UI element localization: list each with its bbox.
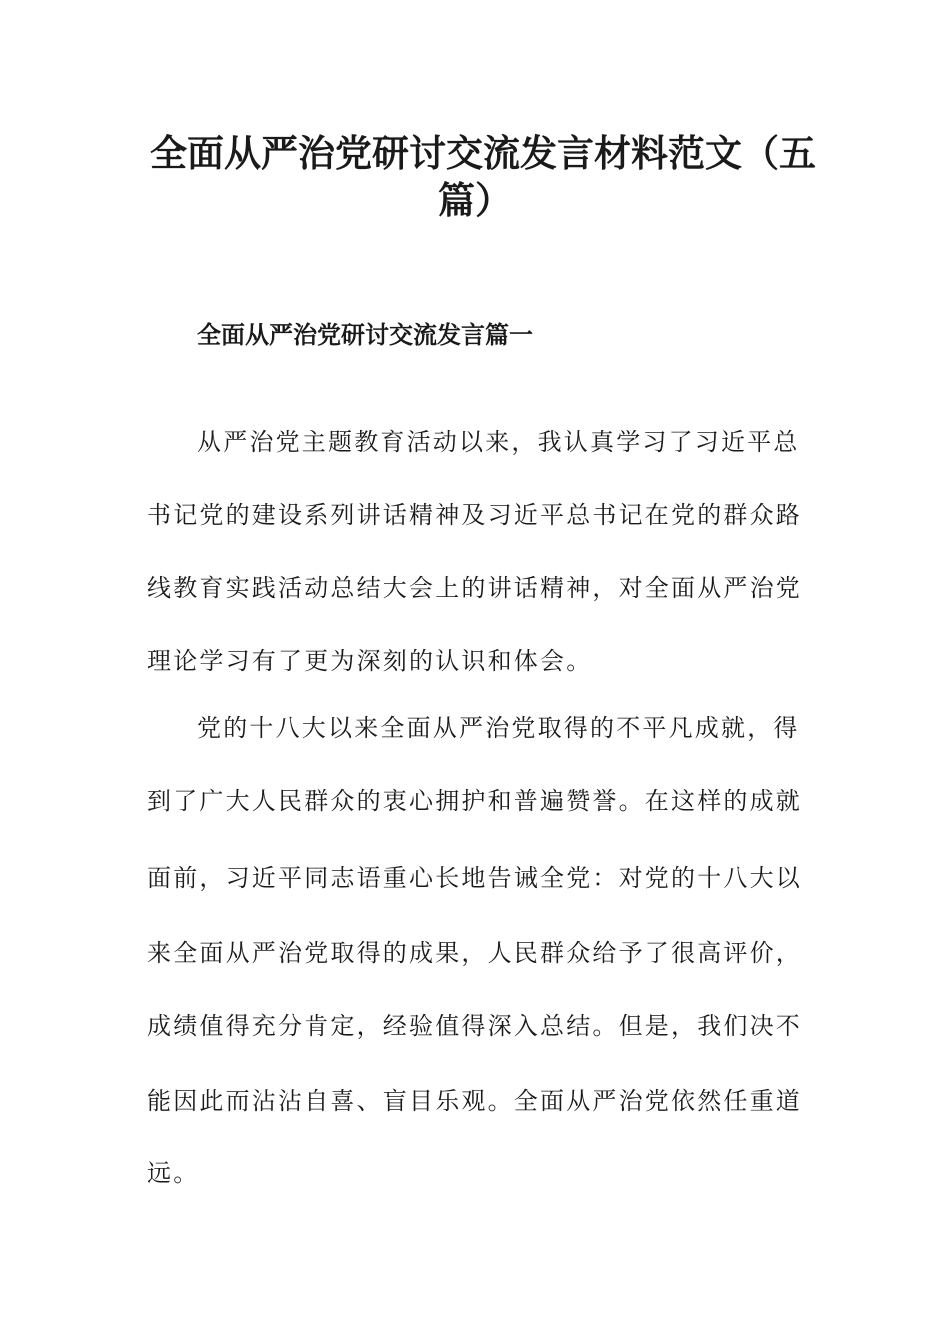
- section-heading: 全面从严治党研讨交流发言篇一: [197, 321, 533, 349]
- paragraph-1-line-1: 从严治党主题教育活动以来，我认真学习了习近平总: [197, 428, 800, 456]
- paragraph-1-line-2: 书记党的建设系列讲话精神及习近平总书记在党的群众路: [147, 501, 802, 529]
- paragraph-2-line-6: 能因此而沾沾自喜、盲目乐观。全面从严治党依然任重道: [147, 1087, 802, 1115]
- paragraph-1-line-3: 线教育实践活动总结大会上的讲话精神，对全面从严治党: [147, 574, 802, 602]
- paragraph-2-line-3: 面前，习近平同志语重心长地告诫全党：对党的十八大以: [147, 864, 802, 892]
- paragraph-2-line-1: 党的十八大以来全面从严治党取得的不平凡成就，得: [197, 714, 800, 742]
- paragraph-2-line-2: 到了广大人民群众的衷心拥护和普遍赞誉。在这样的成就: [147, 787, 802, 815]
- paragraph-2-line-7: 远。: [147, 1159, 200, 1187]
- paragraph-1-line-4: 理论学习有了更为深刻的认识和体会。: [147, 647, 593, 675]
- paragraph-2-line-4: 来全面从严治党取得的成果，人民群众给予了很高评价，: [147, 939, 802, 967]
- document-title-line-2: 篇）: [438, 178, 512, 222]
- document-title-line-1: 全面从严治党研讨交流发言材料范文（五: [150, 131, 816, 175]
- paragraph-2-line-5: 成绩值得充分肯定，经验值得深入总结。但是，我们决不: [147, 1012, 802, 1040]
